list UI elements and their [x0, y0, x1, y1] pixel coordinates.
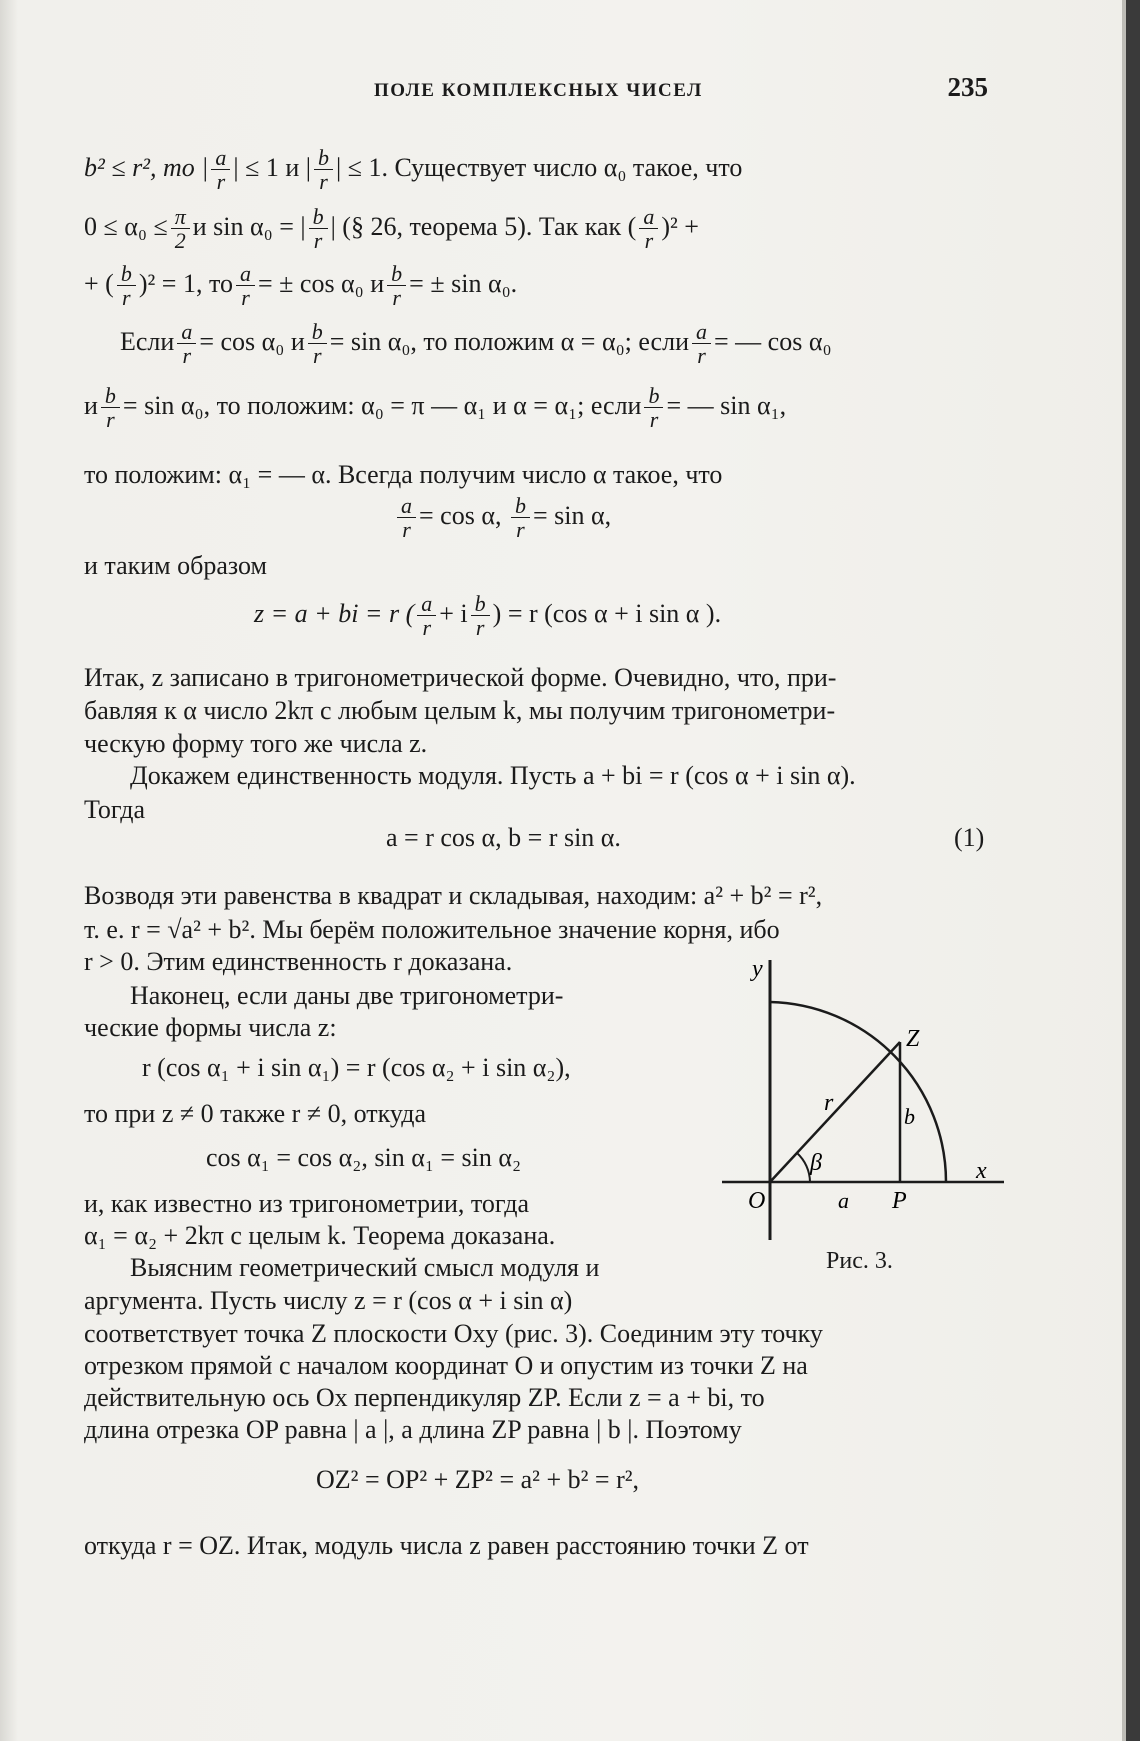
text-line-25: α₁ = α₂ + 2kπ с целым k. Теорема доказана.: [84, 1221, 556, 1250]
text-line-17: т. е. r = √a² + b². Мы берём положительное значение корня, ибо: [84, 915, 780, 944]
text-line-10: Итак, z записано в тригонометрической форме. Очевидно, что, при-: [84, 663, 837, 692]
fraction-b-r: $\frac{b}{r}$: [511, 494, 530, 542]
text-line-33: откуда r = OZ. Итак, модуль числа z равен расстоянию точки Z от: [84, 1531, 809, 1560]
running-header: [84, 72, 992, 112]
fraction-b-r: $\frac{b}{r}$: [309, 205, 328, 253]
fraction-b-r: $\frac{b}{r}$: [101, 384, 120, 432]
fraction-b-r: $\frac{b}{r}$: [117, 262, 136, 310]
text-line-26: Выясним геометрический смысл модуля и: [130, 1253, 600, 1282]
fraction-a-r: $\frac{a}{r}$: [211, 146, 230, 194]
text-line-24: и, как известно из тригонометрии, тогда: [84, 1189, 530, 1218]
label-z: Z: [906, 1026, 920, 1052]
fraction-pi-2: $\frac{\pi}{2}$: [171, 205, 190, 253]
text-line-1: b² ≤ r², то | $\frac{a}{r}$ | ≤ 1 и | $\frac{b}{r}$ | ≤ 1. Существует число α₀ такое, что: [84, 145, 743, 195]
running-title: ПОЛЕ КОМПЛЕКСНЫХ ЧИСЕЛ: [374, 80, 703, 101]
text-line-12: ческую форму того же числа z.: [84, 729, 428, 758]
equation-cos-sin: $\frac{a}{r}$ = cos α, $\frac{b}{r}$ = sin α,: [394, 494, 611, 542]
text-line-18: r > 0. Этим единственность r доказана.: [84, 947, 513, 976]
label-o: O: [748, 1188, 766, 1214]
fraction-a-r: $\frac{a}{r}$: [639, 205, 658, 253]
equation-1: a = r cos α, b = r sin α.: [386, 823, 621, 852]
equation-number-1: (1): [954, 823, 985, 852]
angle-arc: [797, 1153, 810, 1182]
label-p: P: [892, 1188, 907, 1214]
figure-caption: Рис. 3.: [826, 1248, 893, 1274]
label-b: b: [904, 1104, 915, 1129]
fraction-a-r: $\frac{a}{r}$: [397, 494, 416, 542]
label-a: a: [838, 1188, 849, 1213]
text-line-11: бавляя к α число 2kπ с любым целым k, мы получим тригонометри-: [84, 696, 836, 725]
fraction-b-r: $\frac{b}{r}$: [387, 262, 406, 310]
text-line-5: и $\frac{b}{r}$ = sin α₀, то положим: α₀ = π — α₁ и α = α₁; если $\frac{b}{r}$ = — sin α₁,: [84, 383, 787, 433]
segment-oz: [770, 1042, 900, 1182]
text-line-6: то положим: α₁ = — α. Всегда получим число α такое, что: [84, 460, 723, 489]
text-line-13: Докажем единственность модуля. Пусть a + bi = r (cos α + i sin α).: [130, 761, 856, 790]
text-line-2: 0 ≤ α₀ ≤ $\frac{\pi}{2}$ и sin α₀ = | $\frac{b}{r}$ | (§ 26, теорема 5). Так как ( $\frac{a}{r}$ )² +: [84, 204, 699, 254]
label-r: r: [824, 1090, 834, 1116]
text-line-29: отрезком прямой с началом координат O и опустим из точки Z на: [84, 1351, 808, 1380]
fraction-b-r: $\frac{b}{r}$: [308, 320, 327, 368]
page-edge: [1126, 0, 1140, 1741]
fraction-a-r: $\frac{a}{r}$: [177, 320, 196, 368]
fraction-b-r: $\frac{b}{r}$: [644, 384, 663, 432]
fraction-a-r: $\frac{a}{r}$: [236, 262, 255, 310]
equation-two-forms: r (cos α₁ + i sin α₁) = r (cos α₂ + i sin α₂),: [142, 1053, 571, 1082]
text-line-28: соответствует точка Z плоскости Oxy (рис. 3). Соединим эту точку: [84, 1319, 823, 1348]
text-line-16: Возводя эти равенства в квадрат и складывая, находим: a² + b² = r²,: [84, 881, 823, 910]
text-line-30: действительную ось Ox перпендикуляр ZP. Если z = a + bi, то: [84, 1383, 765, 1412]
text-line-31: длина отрезка OP равна | a |, а длина ZP равна | b |. Поэтому: [84, 1415, 742, 1444]
text-line-19: Наконец, если даны две тригонометри-: [130, 981, 564, 1010]
page-number: 235: [947, 72, 988, 102]
text-line-27: аргумента. Пусть числу z = r (cos α + i sin α): [84, 1286, 573, 1315]
fraction-a-r: $\frac{a}{r}$: [692, 320, 711, 368]
text-line-8: и таким образом: [84, 551, 267, 580]
equation-trig-form: z = a + bi = r ( $\frac{a}{r}$ + i $\frac{b}{r}$ ) = r (cos α + i sin α ).: [254, 591, 722, 641]
label-y: y: [752, 956, 763, 982]
equation-cos-sin-equal: cos α₁ = cos α₂, sin α₁ = sin α₂: [206, 1143, 522, 1172]
fraction-b-r: $\frac{b}{r}$: [471, 592, 490, 640]
figure-3: [718, 950, 1008, 1240]
text-line-4: Если $\frac{a}{r}$ = cos α₀ и $\frac{b}{r}$ = sin α₀, то положим α = α₀; если $\frac{a}{r}$ = — cos α₀: [120, 319, 832, 369]
label-x: x: [976, 1158, 987, 1184]
equation-oz: OZ² = OP² + ZP² = a² + b² = r²,: [316, 1465, 640, 1494]
label-beta: β: [810, 1150, 822, 1176]
fraction-a-r: $\frac{a}{r}$: [417, 592, 436, 640]
text-line-22: то при z ≠ 0 также r ≠ 0, откуда: [84, 1099, 427, 1128]
fraction-b-r: $\frac{b}{r}$: [314, 146, 333, 194]
text-line-20: ческие формы числа z:: [84, 1013, 337, 1042]
text-line-14: Тогда: [84, 795, 146, 824]
text-line-3: + ( $\frac{b}{r}$ )² = 1, то $\frac{a}{r}$ = ± cos α₀ и $\frac{b}{r}$ = ± sin α₀.: [84, 261, 518, 311]
